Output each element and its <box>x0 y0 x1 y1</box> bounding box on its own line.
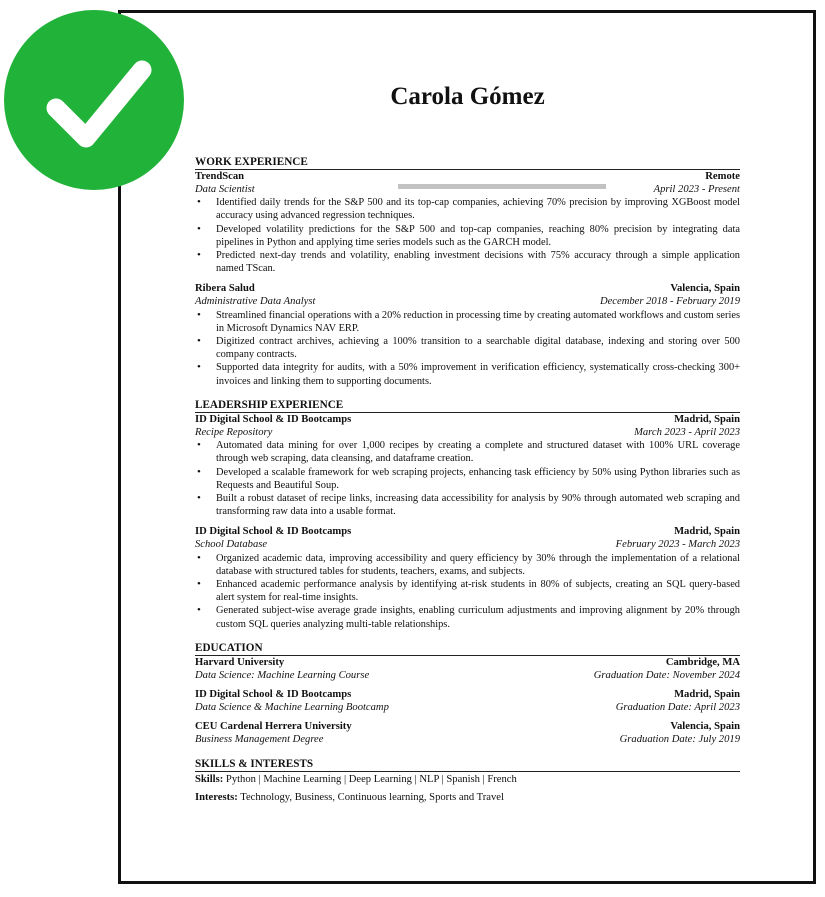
skills-value: Python | Machine Learning | Deep Learning | NLP | Spanish | French <box>225 774 517 785</box>
leadership-entry <box>195 526 740 630</box>
school-name: CEU Cardenal Herrera University <box>195 721 352 733</box>
skills-line <box>195 773 740 786</box>
date-range: April 2023 - Present <box>653 183 740 195</box>
skills-label: Skills: <box>195 774 224 785</box>
location: Valencia, Spain <box>670 721 740 733</box>
location: Remote <box>705 171 740 182</box>
graduation-date: Graduation Date: April 2023 <box>615 701 740 713</box>
school-name: Harvard University <box>195 657 285 668</box>
leadership-entry <box>195 414 740 518</box>
section-title-skills: SKILLS & INTERESTS <box>195 758 740 772</box>
program-name: Data Science & Machine Learning Bootcamp <box>195 701 389 713</box>
program-name: Business Management Degree <box>195 733 324 745</box>
role-title: Administrative Data Analyst <box>195 296 316 307</box>
work-entry <box>195 171 740 275</box>
bullet-item: • Developed volatility predictions for the S&P 500 and top-cap companies, reaching 80% precision by integrating data pipelines in Python and applying time series models such as the GARCH model. <box>195 223 740 249</box>
org-name: ID Digital School & ID Bootcamps <box>195 526 352 538</box>
education-entry <box>195 689 740 714</box>
location: Valencia, Spain <box>670 283 740 295</box>
role-title: Data Scientist <box>195 183 255 195</box>
program-name: Data Science: Machine Learning Course <box>195 669 370 681</box>
location: Madrid, Spain <box>674 689 740 701</box>
bullet-item: • Streamlined financial operations with a 20% reduction in processing time by creating automated workflows and custom series in Microsoft Dynamics NAV ERP. <box>195 309 740 335</box>
interests-label: Interests: <box>195 792 238 803</box>
bullet-item: • Identified daily trends for the S&P 500 and its top-cap companies, achieving 70% precision by improving XGBoost model accuracy using advanced regression techniques. <box>195 196 740 222</box>
graduation-date: Graduation Date: November 2024 <box>593 669 740 681</box>
section-title-education: EDUCATION <box>195 642 740 656</box>
leadership-experience-section <box>195 399 740 637</box>
date-range: December 2018 - February 2019 <box>599 296 740 307</box>
interests-line <box>195 791 740 804</box>
role-title: Recipe Repository <box>195 426 273 438</box>
location: Madrid, Spain <box>674 526 740 538</box>
bullet-item: • Developed a scalable framework for web scraping projects, enhancing task efficiency by 50% using Python libraries such as Requests and Beautiful Soup. <box>195 466 740 492</box>
org-name: Ribera Salud <box>195 283 255 295</box>
school-name: ID Digital School & ID Bootcamps <box>195 689 352 701</box>
location: Madrid, Spain <box>674 414 740 425</box>
checkmark-icon <box>4 10 184 190</box>
role-title: School Database <box>195 539 268 550</box>
education-section <box>195 642 740 754</box>
candidate-name: Carola Gómez <box>390 83 545 110</box>
checkmark-badge <box>4 10 184 190</box>
work-entry <box>195 283 740 387</box>
bullet-item: • Enhanced academic performance analysis by identifying at-risk students in 80% of subjects, creating an SQL query-based alert system for real-time insights. <box>195 578 740 604</box>
work-experience-section <box>195 156 740 394</box>
bullet-item: • Predicted next-day trends and volatility, enabling investment decisions with 75% accuracy through a simple application named TScan. <box>195 249 740 275</box>
bullet-item: • Generated subject-wise average grade insights, enabling curriculum adjustments and improving alignment by 20% through custom SQL queries analyzing multi-table relationships. <box>195 604 740 630</box>
education-entry <box>195 657 740 682</box>
org-name: TrendScan <box>195 171 245 182</box>
org-name: ID Digital School & ID Bootcamps <box>195 414 352 425</box>
interests-value: Technology, Business, Continuous learning, Sports and Travel <box>240 792 504 803</box>
location: Cambridge, MA <box>665 657 740 668</box>
date-range: February 2023 - March 2023 <box>615 539 740 550</box>
section-title-work: WORK EXPERIENCE <box>195 156 740 170</box>
bullet-item: • Organized academic data, improving accessibility and query efficiency by 30% through the implementation of a relational database with structured tables for students, teachers, exams, and subjects. <box>195 552 740 578</box>
education-entry <box>195 721 740 746</box>
bullet-item: • Built a robust dataset of recipe links, increasing data accessibility for analysis by 90% through automated web scraping and transforming raw data into a usable format. <box>195 492 740 518</box>
skills-section <box>195 758 740 804</box>
bullet-item: • Automated data mining for over 1,000 recipes by creating a complete and structured dataset with 100% URL coverage through web scraping, data cleansing, and dataframe creation. <box>195 439 740 465</box>
bullet-item: • Supported data integrity for audits, with a 50% improvement in verification efficiency, systematically cross-checking 300+ invoices and linking them to supporting documents. <box>195 361 740 387</box>
bullet-item: • Digitized contract archives, achieving a 100% transition to a searchable digital database, indexing and storing over 500 company contracts. <box>195 335 740 361</box>
section-title-leadership: LEADERSHIP EXPERIENCE <box>195 399 740 413</box>
graduation-date: Graduation Date: July 2019 <box>619 733 740 745</box>
date-range: March 2023 - April 2023 <box>634 426 740 438</box>
